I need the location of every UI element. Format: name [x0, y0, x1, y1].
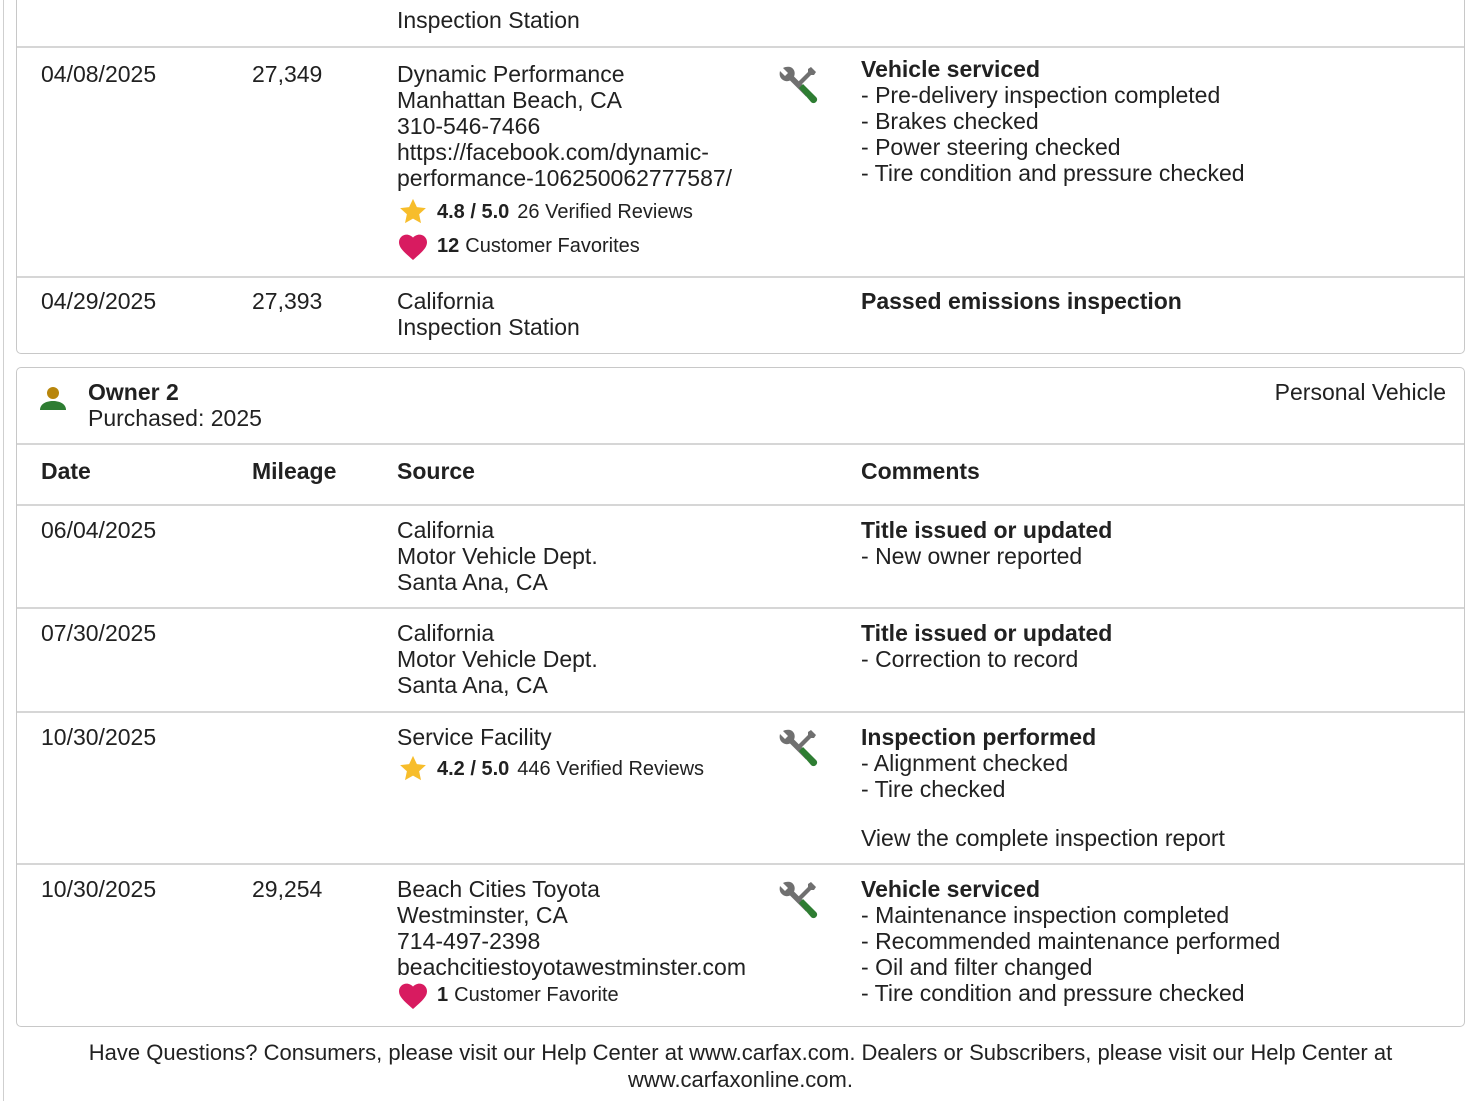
wrench-screwdriver-icon [777, 64, 819, 106]
record-date: 06/04/2025 [41, 517, 157, 543]
comment-bullet: - Pre-delivery inspection completed [861, 82, 1221, 108]
record-source [397, 288, 787, 340]
record-source [397, 61, 787, 263]
owner-header [17, 368, 1464, 445]
comment-bullet: - New owner reported [861, 543, 1083, 569]
comment-bullet: - Alignment checked [861, 750, 1069, 776]
star-icon [397, 754, 429, 784]
comment-title: Vehicle serviced [861, 876, 1041, 902]
source-line: California [397, 620, 495, 646]
record-comments [861, 517, 1451, 569]
inspection-report-link[interactable]: View the complete inspection report [861, 825, 1225, 851]
source-website-link[interactable]: https://facebook.com/dynamic- [397, 139, 709, 165]
source-location: Manhattan Beach, CA [397, 87, 623, 113]
rating-score: 4.8 / 5.0 [437, 201, 510, 223]
source-line: Santa Ana, CA [397, 672, 548, 698]
record-mileage: 27,349 [252, 61, 323, 87]
source-line: Inspection Station [397, 314, 580, 340]
heart-icon [397, 980, 429, 1010]
record-source [397, 724, 787, 786]
column-header-source: Source [397, 458, 475, 484]
favorites-count: 1 [437, 984, 449, 1006]
comment-bullet: - Power steering checked [861, 134, 1121, 160]
customer-favorites[interactable] [397, 980, 787, 1010]
source-line: California [397, 288, 495, 314]
service-icon-cell [777, 64, 821, 108]
record-comments [861, 876, 1451, 1006]
record-comments [861, 288, 1451, 314]
column-header-mileage: Mileage [252, 458, 337, 484]
customer-favorites[interactable] [397, 229, 787, 263]
comment-bullet: - Tire condition and pressure checked [861, 980, 1245, 1006]
source-location: Westminster, CA [397, 902, 568, 928]
record-mileage: 27,393 [252, 288, 323, 314]
source-phone[interactable]: 714-497-2398 [397, 928, 541, 954]
owner2-history-card [16, 367, 1465, 1027]
record-source [397, 517, 787, 595]
rating-reviews: 446 Verified Reviews [517, 758, 705, 780]
table-row [17, 865, 1464, 1027]
source-name[interactable]: Dynamic Performance [397, 61, 625, 87]
comment-bullet: - Tire checked [861, 776, 1006, 802]
comment-title: Inspection performed [861, 724, 1097, 750]
column-header-date: Date [41, 458, 91, 484]
vehicle-type: Personal Vehicle [1274, 379, 1446, 405]
owner-title: Owner 2 [88, 379, 179, 405]
source-line: Motor Vehicle Dept. [397, 646, 598, 672]
comment-title: Title issued or updated [861, 517, 1113, 543]
record-source [397, 876, 787, 1010]
source-line: Inspection Station [397, 7, 580, 33]
source-line: California [397, 517, 495, 543]
table-row [17, 609, 1464, 713]
record-date: 10/30/2025 [41, 724, 157, 750]
record-date: 07/30/2025 [41, 620, 157, 646]
owner1-history-card [16, 0, 1465, 354]
rating-reviews: 26 Verified Reviews [517, 201, 693, 223]
source-website-link[interactable]: beachcitiestoyotawestminster.com [397, 954, 746, 980]
table-row [17, 506, 1464, 609]
record-comments [861, 620, 1451, 672]
wrench-screwdriver-icon [777, 727, 819, 769]
owner-purchased: Purchased: 2025 [88, 405, 262, 431]
record-mileage: 29,254 [252, 876, 323, 902]
column-header-comments: Comments [861, 458, 980, 484]
comment-title: Vehicle serviced [861, 56, 1041, 82]
source-line: Motor Vehicle Dept. [397, 543, 598, 569]
table-row [17, 0, 1464, 48]
comment-bullet: - Recommended maintenance performed [861, 928, 1281, 954]
service-icon-cell [777, 727, 821, 771]
footer-text-line1: Have Questions? Consumers, please visit our Help Center at www.carfax.com. Dealers or Subscribers, please visit our Help Center at [88, 1040, 1393, 1065]
footer-text-line2[interactable]: www.carfaxonline.com. [628, 1067, 853, 1092]
record-comments [861, 56, 1451, 186]
table-row [17, 278, 1464, 354]
page-left-rule [3, 0, 4, 1101]
record-date: 04/08/2025 [41, 61, 157, 87]
heart-icon [397, 231, 429, 261]
favorites-label: Customer Favorite [454, 984, 619, 1006]
table-row [17, 713, 1464, 865]
table-header [17, 447, 1464, 506]
record-source [397, 620, 787, 698]
star-icon [397, 197, 429, 227]
person-icon [39, 385, 67, 413]
source-name[interactable]: Beach Cities Toyota [397, 876, 600, 902]
record-date: 10/30/2025 [41, 876, 157, 902]
source-rating[interactable] [397, 195, 787, 229]
comment-title: Passed emissions inspection [861, 288, 1182, 314]
favorites-count: 12 [437, 235, 460, 257]
comment-bullet: - Maintenance inspection completed [861, 902, 1230, 928]
source-line: Santa Ana, CA [397, 569, 548, 595]
source-website-link-cont[interactable]: performance-106250062777587/ [397, 165, 733, 191]
comment-bullet: - Brakes checked [861, 108, 1039, 134]
record-comments [861, 724, 1451, 851]
source-phone[interactable]: 310-546-7466 [397, 113, 541, 139]
comment-title: Title issued or updated [861, 620, 1113, 646]
record-date: 04/29/2025 [41, 288, 157, 314]
comment-bullet: - Tire condition and pressure checked [861, 160, 1245, 186]
rating-score: 4.2 / 5.0 [437, 758, 510, 780]
help-center-footer [16, 1039, 1465, 1093]
comment-bullet: - Correction to record [861, 646, 1079, 672]
source-rating[interactable] [397, 752, 787, 786]
service-icon-cell [777, 879, 821, 923]
source-name: Service Facility [397, 724, 552, 750]
favorites-label: Customer Favorites [465, 235, 640, 257]
wrench-screwdriver-icon [777, 879, 819, 921]
comment-bullet: - Oil and filter changed [861, 954, 1093, 980]
table-row [17, 48, 1464, 278]
